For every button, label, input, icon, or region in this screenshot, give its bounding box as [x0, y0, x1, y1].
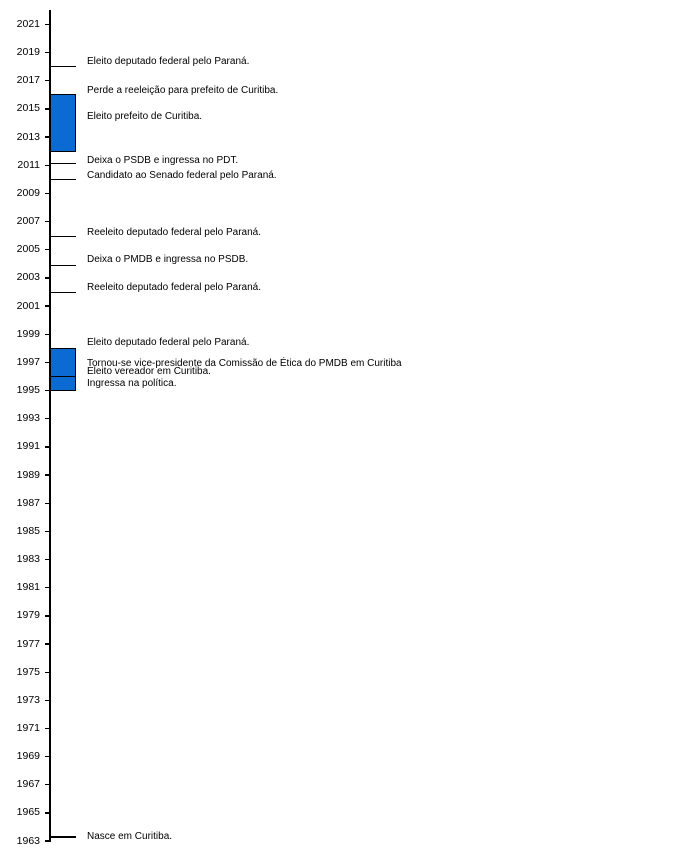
tick-label: 1967 [16, 778, 40, 791]
tick-label: 1995 [16, 384, 40, 397]
tick-label: 2007 [16, 215, 40, 228]
event-label: Candidato ao Senado federal pelo Paraná. [87, 169, 277, 181]
axis-tick [45, 221, 50, 222]
event-label: Eleito vereador em Curitiba. [87, 366, 211, 378]
axis-tick [45, 756, 50, 757]
axis-tick [45, 700, 50, 701]
event-label: Deixa o PSDB e ingressa no PDT. [87, 154, 239, 166]
tick-label: 1981 [16, 581, 40, 594]
tick-label: 1987 [16, 496, 40, 509]
axis-tick [45, 277, 50, 278]
tick-label: 2017 [16, 74, 40, 87]
tick-label: 2005 [16, 243, 40, 256]
axis-tick [45, 643, 50, 644]
tick-label: 1969 [16, 750, 40, 763]
event-line [50, 179, 76, 180]
event-label: Eleito prefeito de Curitiba. [87, 111, 203, 123]
axis-tick [45, 474, 50, 475]
axis-tick [45, 249, 50, 250]
tick-label: 1985 [16, 524, 40, 537]
axis-tick [45, 305, 50, 306]
axis-tick [45, 728, 50, 729]
tick-label: 2003 [16, 271, 40, 284]
axis-tick [45, 80, 50, 81]
event-label: Tornou-se vice-presidente da Comissão de Ética do PMDB em Curitiba [87, 358, 402, 370]
tick-label: 1997 [16, 355, 40, 368]
tick-label: 2001 [16, 299, 40, 312]
event-label: Deixa o PMDB e ingressa no PSDB. [87, 254, 249, 266]
tick-label: 1983 [16, 553, 40, 566]
axis-tick [45, 503, 50, 504]
tick-label: 2019 [16, 46, 40, 59]
axis-tick [45, 559, 50, 560]
tick-label: 1973 [16, 693, 40, 706]
event-label: Eleito deputado federal pelo Paraná. [87, 55, 250, 67]
timeline-bar [50, 94, 76, 152]
axis-tick [45, 136, 50, 137]
tick-label: 2013 [16, 130, 40, 143]
event-line [50, 66, 76, 67]
timeline-bar [50, 348, 76, 377]
axis-tick [45, 362, 50, 363]
tick-label: 2011 [17, 158, 40, 171]
tick-label: 1963 [16, 834, 40, 847]
axis-tick [45, 418, 50, 419]
axis-tick [45, 615, 50, 616]
axis-tick [45, 108, 50, 109]
tick-label: 2015 [16, 102, 40, 115]
tick-label: 1975 [16, 665, 40, 678]
tick-label: 1993 [16, 412, 40, 425]
y-axis-spine [49, 10, 50, 842]
axis-tick [45, 24, 50, 25]
tick-label: 2009 [16, 186, 40, 199]
timeline-bar [50, 376, 76, 391]
axis-tick [45, 812, 50, 813]
event-line [50, 836, 76, 837]
event-label: Nasce em Curitiba. [87, 830, 173, 842]
axis-tick [45, 193, 50, 194]
tick-label: 1977 [16, 637, 40, 650]
event-label: Reeleito deputado federal pelo Paraná. [87, 226, 262, 238]
tick-label: 1965 [16, 806, 40, 819]
tick-label: 1999 [16, 327, 40, 340]
tick-label: 1989 [16, 468, 40, 481]
axis-tick [45, 784, 50, 785]
axis-tick [45, 531, 50, 532]
axis-tick [45, 840, 50, 841]
tick-label: 1971 [16, 722, 40, 734]
event-label: Eleito deputado federal pelo Paraná. [87, 337, 250, 349]
axis-tick [45, 334, 50, 335]
axis-tick [45, 446, 50, 447]
event-line [50, 163, 76, 164]
tick-label: 1991 [16, 440, 40, 453]
event-line [50, 292, 76, 293]
tick-label: 2021 [16, 18, 40, 30]
event-label: Reeleito deputado federal pelo Paraná. [87, 282, 262, 294]
axis-tick [45, 165, 50, 166]
axis-tick [45, 52, 50, 53]
event-label: Ingressa na política. [87, 378, 177, 390]
event-line [50, 265, 76, 266]
event-line [50, 236, 76, 237]
axis-tick [45, 587, 50, 588]
tick-label: 1979 [16, 609, 40, 622]
axis-tick [45, 390, 50, 391]
event-label: Perde a reeleição para prefeito de Curitiba. [87, 85, 279, 97]
axis-tick [45, 672, 50, 673]
